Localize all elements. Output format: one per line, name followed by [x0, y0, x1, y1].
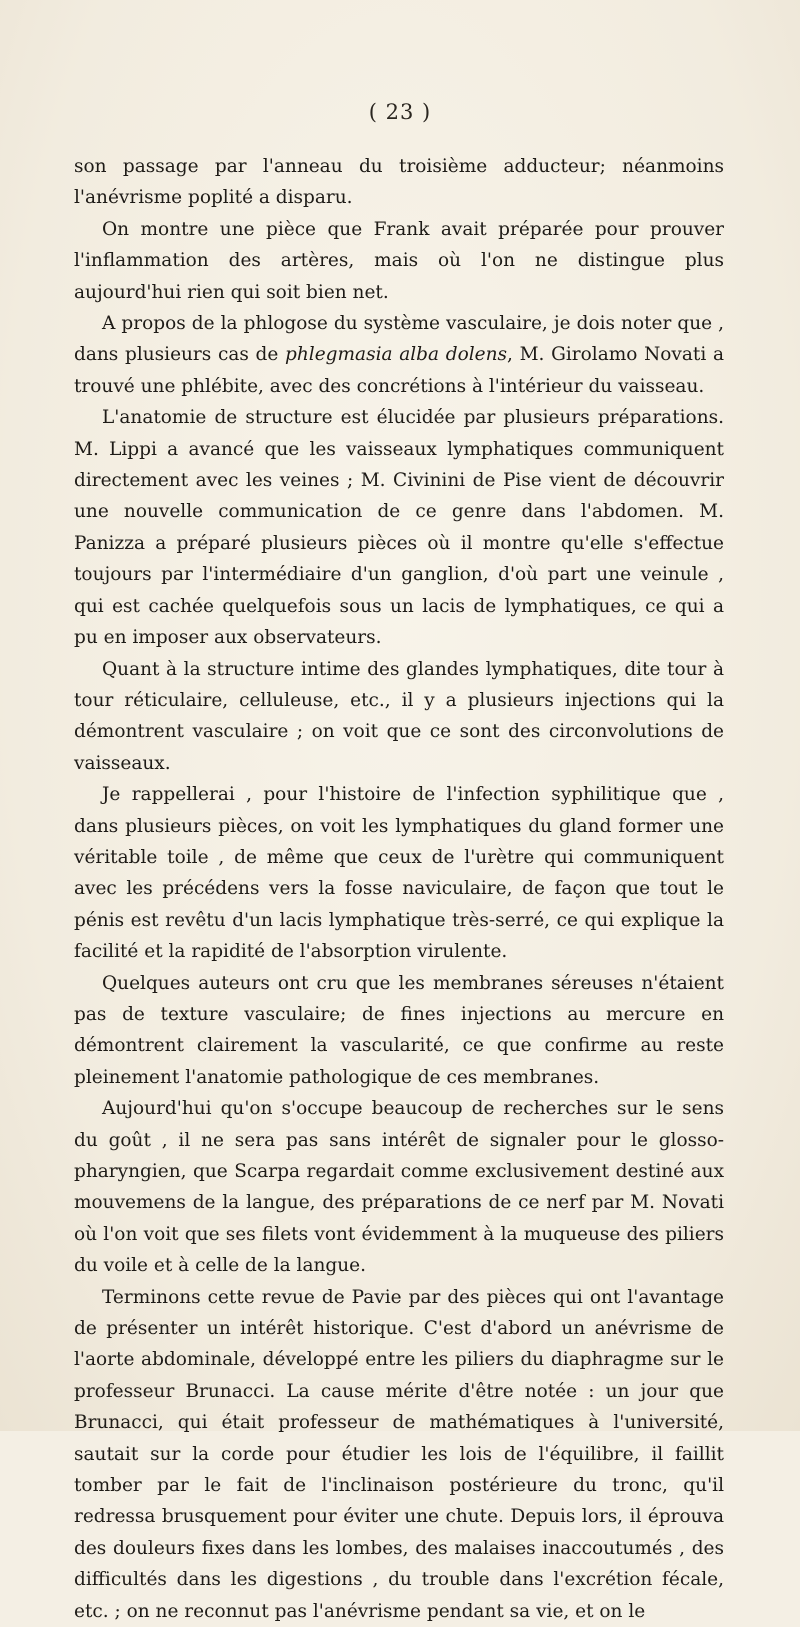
- paragraph-text-before: A propos de la phlogose du système vasculaire, je dois noter que , dans plusieurs cas de: [74, 313, 724, 366]
- page-number: ( 23 ): [368, 100, 432, 124]
- paragraph-brunacci-aneurysm: Terminons cette revue de Pavie par des pièces qui ont l'avantage de présenter un intérêt historique. C'est d'abord un anévrisme de l'aorte abdominale, développé entre les piliers du diaphragme sur le professeur Brunacci. La cause mérite d'être notée : un jour que Brunacci, qui était professeur de mathématiques à l'université, sautait sur la corde pour étudier les lois de l'équilibre, il faillit tomber par le fait de l'inclinaison postérieure du tronc, qu'il redressa brusquement pour éviter une chute. Depuis lors, il éprouva des douleurs fixes dans les lombes, des malaises inaccoutumés , des difficultés dans les digestions , du trouble dans l'excrétion fécale, etc. ; on ne reconnut pas l'anévrisme pendant sa vie, et on le: [74, 1286, 724, 1622]
- body-text: [74, 151, 724, 1627]
- paragraph-lymph-glands: Quant à la structure intime des glandes lymphatiques, dite tour à tour réticulaire, celluleuse, etc., il y a plusieurs injections qui la démontrent vasculaire ; on voit que ce sont des circonvolutions de vaisseaux.: [74, 658, 724, 774]
- paragraph-lymphatics: L'anatomie de structure est élucidée par plusieurs préparations. M. Lippi a avancé que les vaisseaux lymphatiques communiquent directement avec les veines ; M. Civinini de Pise vient de découvrir une nouvelle communication de ce genre dans l'abdomen. M. Panizza a préparé plusieurs pièces où il montre qu'elle s'effectue toujours par l'intermédiaire d'un ganglion, d'où part une veinule , qui est cachée quelquefois sous un lacis de lymphatiques, ce qui a pu en imposer aux observateurs.: [74, 407, 724, 649]
- latin-term: phlegmasia alba dolens: [285, 344, 507, 366]
- paragraph-phlegmasia: [74, 308, 724, 402]
- paragraph-text-after: , M. Girolamo Novati a trouvé une phlébite, avec des concrétions à l'intérieur du vaisseau.: [74, 344, 724, 397]
- paragraph-serous-membranes: Quelques auteurs ont cru que les membranes séreuses n'étaient pas de texture vasculaire; de fines injections au mercure en démontrent clairement la vascularité, ce que confirme au reste pleinement l'anatomie pathologique de ces membranes.: [74, 972, 724, 1088]
- paragraph-syphilitic-infection: Je rappellerai , pour l'histoire de l'infection syphilitique que , dans plusieurs pièces, on voit les lymphatiques du gland former une véritable toile , de même que ceux de l'urètre qui communiquent avec les précédens vers la fosse naviculaire, de façon que tout le pénis est revêtu d'un lacis lymphatique très-serré, ce qui explique la facilité et la rapidité de l'absorption virulente.: [74, 784, 724, 963]
- paragraph-continuation: son passage par l'anneau du troisième adducteur; néanmoins l'anévrisme poplité a disparu.: [74, 156, 724, 209]
- paragraph-frank-arteries: On montre une pièce que Frank avait préparée pour prouver l'inflammation des artères, mais où l'on ne distingue plus aujourd'hui rien qui soit bien net.: [74, 218, 724, 303]
- paragraph-glossopharyngeal: Aujourd'hui qu'on s'occupe beaucoup de recherches sur le sens du goût , il ne sera pas sans intérêt de signaler pour le glosso-pharyngien, que Scarpa regardait comme exclusivement destiné aux mouvemens de la langue, des préparations de ce nerf par M. Novati où l'on voit que ses filets vont évidemment à la muqueuse des piliers du voile et à celle de la langue.: [74, 1098, 724, 1277]
